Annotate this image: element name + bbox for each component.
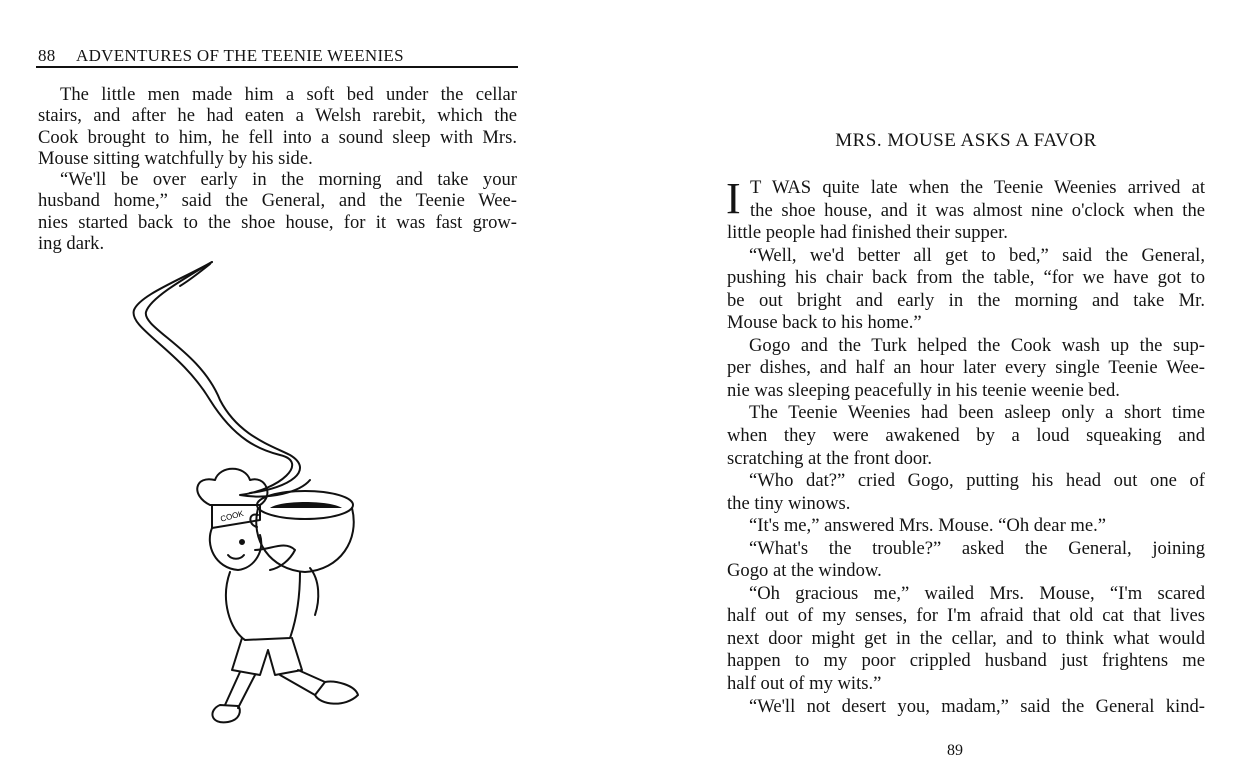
text-line: T WAS quite late when the Teenie Weenies arrived at: [750, 177, 1205, 198]
text-line: the shoe house, and it was almost nine o'clock when the: [750, 199, 1205, 221]
text-line: Mouse sitting watchfully by his side.: [38, 147, 313, 169]
text-line: half out of my wits.”: [727, 673, 882, 695]
text-line: Gogo and the Turk helped the Cook wash up the sup-: [749, 334, 1205, 356]
text-line: The Teenie Weenies had been asleep only a short time: [749, 402, 1205, 424]
text-line: ing dark.: [38, 233, 105, 255]
left-body-text: [38, 84, 517, 254]
steam-swirl: [134, 262, 310, 497]
text-line: “We'll not desert you, madam,” said the General kind-: [749, 695, 1205, 717]
text-line: “Who dat?” cried Gogo, putting his head out one of: [749, 470, 1205, 492]
right-body-text: [726, 174, 1205, 718]
chapter-title: MRS. MOUSE ASKS A FAVOR: [835, 130, 1097, 151]
cook-carrying-pot-illustration: [120, 250, 380, 740]
right-page: [620, 0, 1237, 762]
text-line: Mouse back to his home.”: [727, 312, 922, 334]
text-line: “We'll be over early in the morning and take your: [60, 169, 517, 191]
text-line: when they were awakened by a loud squeaking and: [727, 425, 1205, 447]
running-head-title: ADVENTURES OF THE TEENIE WEENIES: [76, 46, 404, 65]
hat-label: COOK: [219, 508, 245, 524]
left-page: [0, 0, 600, 762]
text-line: stairs, and after he had eaten a Welsh rarebit, which the: [38, 105, 517, 127]
text-line: per dishes, and half an hour later every single Teenie Wee-: [727, 357, 1205, 379]
page-number-left: 88: [38, 46, 56, 65]
text-line: be out bright and early in the morning and take Mr.: [727, 289, 1205, 311]
text-line: “Well, we'd better all get to bed,” said the General,: [749, 244, 1205, 266]
text-line: husband home,” said the General, and the Teenie Wee-: [38, 190, 517, 212]
text-line: happen to my poor crippled husband just frightens me: [727, 650, 1205, 672]
text-line: The little men made him a soft bed under the cellar: [60, 84, 517, 105]
text-line: half out of my senses, for I'm afraid that old cat that lives: [727, 605, 1205, 627]
page-number-right: 89: [947, 742, 963, 759]
text-line: “Oh gracious me,” wailed Mrs. Mouse, “I'm scared: [749, 582, 1205, 604]
text-line: the tiny winows.: [727, 492, 851, 514]
text-line: “It's me,” answered Mrs. Mouse. “Oh dear me.”: [749, 515, 1107, 537]
text-line: nie was sleeping peacefully in his teenie weenie bed.: [727, 379, 1120, 401]
header-rule: [36, 66, 518, 68]
text-line: nies started back to the shoe house, for it was fast grow-: [38, 211, 517, 233]
text-line: “What's the trouble?” asked the General, joining: [749, 537, 1205, 559]
text-line: next door might get in the cellar, and to think what would: [727, 627, 1205, 649]
drop-cap: I: [726, 174, 741, 223]
text-line: Gogo at the window.: [727, 560, 882, 582]
text-line: Cook brought to him, he fell into a sound sleep with Mrs.: [38, 126, 517, 148]
text-line: scratching at the front door.: [727, 447, 932, 469]
text-line: little people had finished their supper.: [727, 222, 1008, 244]
text-line: pushing his chair back from the table, “for we have got to: [727, 267, 1205, 289]
